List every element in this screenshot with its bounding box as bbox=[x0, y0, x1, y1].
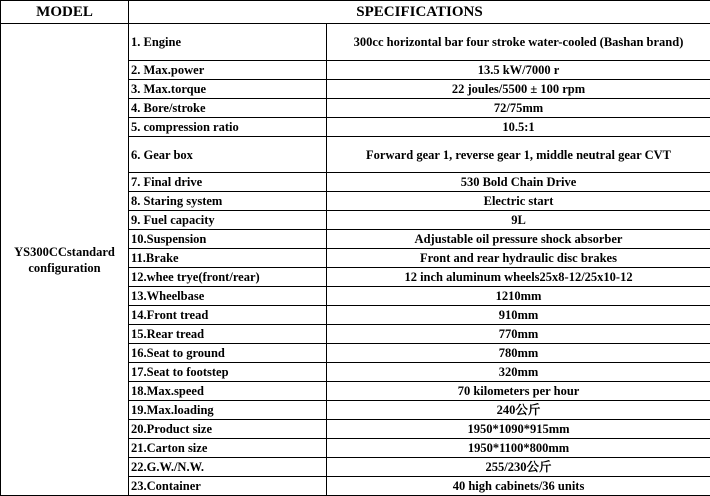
spec-label: 23.Container bbox=[129, 477, 327, 496]
spec-value: 12 inch aluminum wheels25x8-12/25x10-12 bbox=[327, 268, 710, 287]
spec-value: 910mm bbox=[327, 306, 710, 325]
spec-value: Adjustable oil pressure shock absorber bbox=[327, 230, 710, 249]
spec-label: 14.Front tread bbox=[129, 306, 327, 325]
spec-label: 8. Staring system bbox=[129, 192, 327, 211]
spec-label: 9. Fuel capacity bbox=[129, 211, 327, 230]
spec-row-engine bbox=[1, 24, 710, 61]
spec-value: 300cc horizontal bar four stroke water-cooled (Bashan brand) bbox=[327, 24, 710, 61]
spec-label: 13.Wheelbase bbox=[129, 287, 327, 306]
spec-value: 255/230公斤 bbox=[327, 458, 710, 477]
spec-value: 240公斤 bbox=[327, 401, 710, 420]
spec-label: 11.Brake bbox=[129, 249, 327, 268]
spec-label: 18.Max.speed bbox=[129, 382, 327, 401]
spec-value: 72/75mm bbox=[327, 99, 710, 118]
spec-value: 530 Bold Chain Drive bbox=[327, 173, 710, 192]
spec-label: 7. Final drive bbox=[129, 173, 327, 192]
spec-label: 4. Bore/stroke bbox=[129, 99, 327, 118]
spec-value: 10.5:1 bbox=[327, 118, 710, 137]
spec-label: 2. Max.power bbox=[129, 61, 327, 80]
spec-value: Forward gear 1, reverse gear 1, middle neutral gear CVT bbox=[327, 137, 710, 173]
spec-label: 10.Suspension bbox=[129, 230, 327, 249]
spec-label: 19.Max.loading bbox=[129, 401, 327, 420]
spec-value: 320mm bbox=[327, 363, 710, 382]
spec-value: 70 kilometers per hour bbox=[327, 382, 710, 401]
spec-value: 1950*1090*915mm bbox=[327, 420, 710, 439]
spec-label: 3. Max.torque bbox=[129, 80, 327, 99]
spec-label: 15.Rear tread bbox=[129, 325, 327, 344]
model-header: MODEL bbox=[1, 1, 129, 24]
spec-label: 16.Seat to ground bbox=[129, 344, 327, 363]
spec-label: 20.Product size bbox=[129, 420, 327, 439]
spec-label: 12.whee trye(front/rear) bbox=[129, 268, 327, 287]
spec-value: 780mm bbox=[327, 344, 710, 363]
spec-value: 40 high cabinets/36 units bbox=[327, 477, 710, 496]
spec-label: 5. compression ratio bbox=[129, 118, 327, 137]
spec-value: 22 joules/5500 ± 100 rpm bbox=[327, 80, 710, 99]
spec-value: 1210mm bbox=[327, 287, 710, 306]
spec-label: 22.G.W./N.W. bbox=[129, 458, 327, 477]
spec-value: Electric start bbox=[327, 192, 710, 211]
spec-label: 21.Carton size bbox=[129, 439, 327, 458]
header-row bbox=[1, 1, 710, 24]
model-name-cell: YS300CCstandard configuration bbox=[1, 24, 129, 496]
spec-value: 9L bbox=[327, 211, 710, 230]
specifications-header: SPECIFICATIONS bbox=[129, 1, 710, 24]
spec-value: 770mm bbox=[327, 325, 710, 344]
spec-label: 1. Engine bbox=[129, 24, 327, 61]
spec-label: 17.Seat to footstep bbox=[129, 363, 327, 382]
spec-value: Front and rear hydraulic disc brakes bbox=[327, 249, 710, 268]
spec-value: 13.5 kW/7000 r bbox=[327, 61, 710, 80]
spec-label: 6. Gear box bbox=[129, 137, 327, 173]
spec-value: 1950*1100*800mm bbox=[327, 439, 710, 458]
